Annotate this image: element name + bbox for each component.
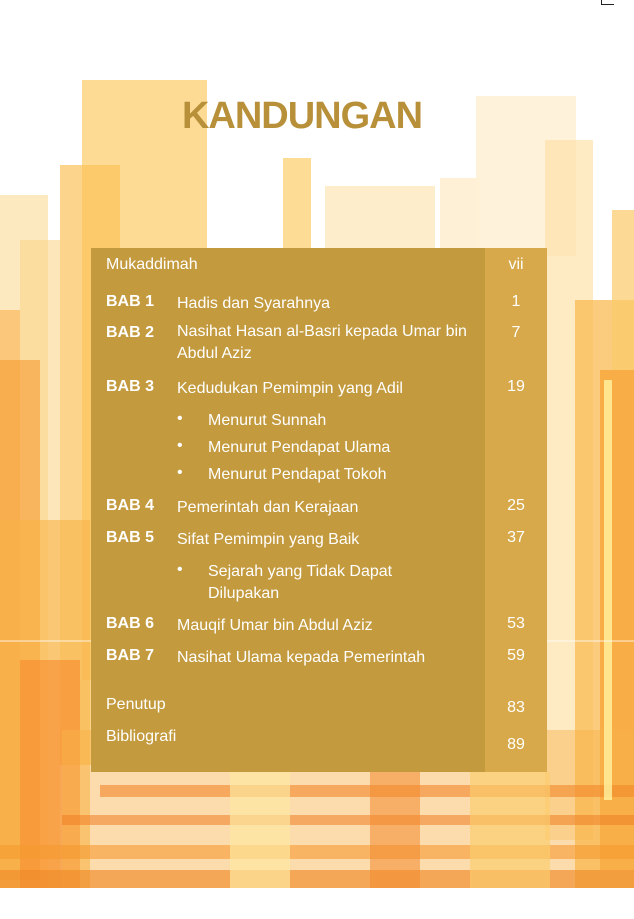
toc-label: Bibliografi: [106, 728, 177, 745]
chapter-page: 37: [507, 529, 525, 546]
chapter-title: Kedudukan Pemimpin yang Adil: [177, 380, 403, 397]
chapter-label: BAB 2: [106, 324, 155, 341]
toc-page: vii: [508, 256, 524, 273]
chapter-page: 59: [507, 647, 525, 664]
toc-label: Penutup: [106, 696, 166, 713]
chapter-label: BAB 6: [106, 615, 155, 632]
chapter-label-column: [91, 281, 172, 919]
chapter-title: Nasihat Hasan al-Basri kepada Umar bin Abdul Aziz: [177, 323, 467, 362]
chapter-label: BAB 5: [106, 529, 155, 546]
chapter-page: 25: [507, 497, 525, 514]
chapter-page: 7: [511, 324, 521, 341]
crop-mark: [601, 0, 614, 5]
bullet-icon: •: [177, 561, 183, 578]
table-of-contents: [91, 248, 547, 772]
chapter-page: 19: [507, 378, 525, 395]
chapter-title: Sifat Pemimpin yang Baik: [177, 531, 360, 548]
page-title: KANDUNGAN: [181, 95, 423, 137]
chapter-label: BAB 3: [106, 378, 155, 395]
toc-page: 83: [507, 699, 525, 716]
chapter-page: 1: [511, 293, 521, 310]
chapter-page: 53: [507, 615, 525, 632]
toc-page: 89: [507, 736, 525, 753]
subitem-title: Menurut Pendapat Ulama: [208, 439, 391, 456]
chapter-title: Hadis dan Syarahnya: [177, 295, 330, 312]
bullet-icon: •: [177, 464, 183, 481]
chapter-title: Mauqif Umar bin Abdul Aziz: [177, 617, 373, 634]
chapter-label: BAB 7: [106, 647, 155, 664]
subitem-title: Menurut Pendapat Tokoh: [208, 466, 387, 483]
chapter-title: Pemerintah dan Kerajaan: [177, 499, 359, 516]
chapter-label: BAB 4: [106, 497, 155, 514]
subitem-title: Sejarah yang Tidak Dapat Dilupakan: [208, 563, 393, 602]
bullet-icon: •: [177, 410, 183, 427]
chapter-title: Nasihat Ulama kepada Pemerintah: [177, 649, 426, 666]
chapter-label: BAB 1: [106, 293, 155, 310]
bullet-icon: •: [177, 437, 183, 454]
toc-label: Mukaddimah: [106, 256, 198, 273]
subitem-title: Menurut Sunnah: [208, 412, 327, 429]
